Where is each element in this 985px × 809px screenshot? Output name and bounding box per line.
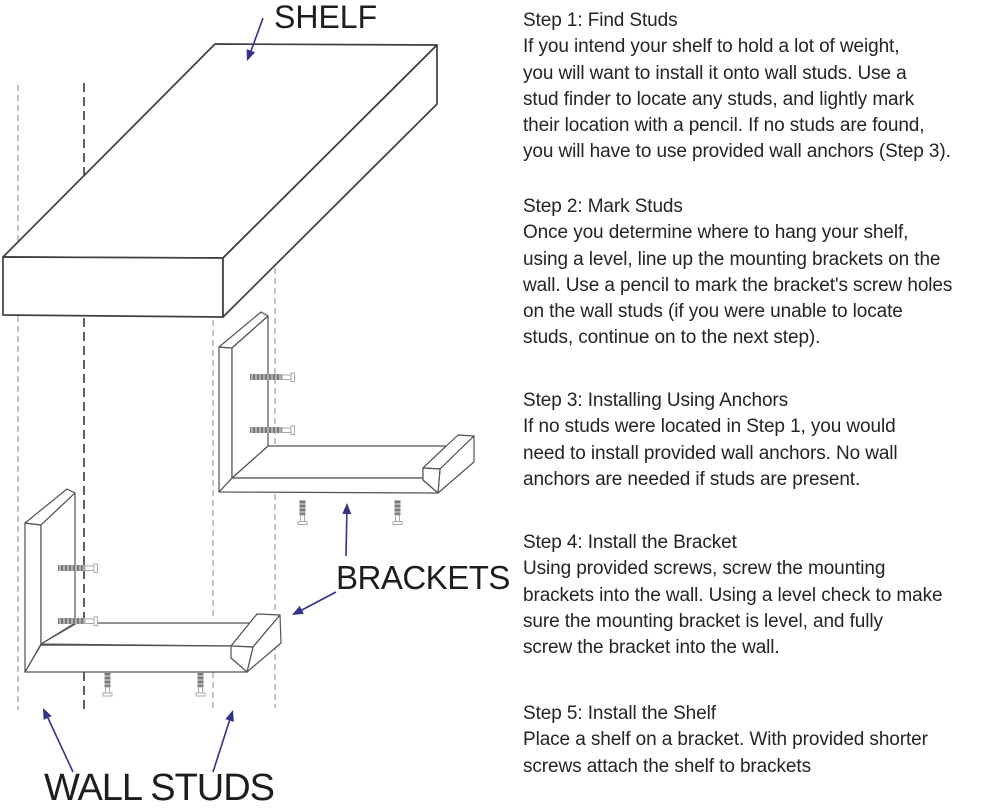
bracket-upper — [219, 312, 474, 493]
wall-studs-arrow-right — [213, 710, 234, 772]
step-5-title: Step 5: Install the Shelf — [523, 703, 716, 724]
shelf-3d — [3, 44, 437, 317]
step-1 — [523, 8, 985, 166]
step-2-line: Once you determine where to hang your shelf, — [523, 222, 909, 244]
step-1-line: their location with a pencil. If no studs are found, — [523, 115, 925, 137]
step-5 — [523, 701, 985, 780]
step-1-line: you will have to use provided wall anchors (Step 3). — [523, 141, 951, 163]
step-2-line: on the wall studs (if you were unable to locate — [523, 301, 903, 323]
step-1-line: If you intend your shelf to hold a lot of weight, — [523, 36, 900, 58]
screw-upper-vertical-2 — [393, 500, 402, 525]
screw-upper-vertical-1 — [298, 500, 307, 525]
step-2-line: wall. Use a pencil to mark the bracket's screw holes — [523, 274, 953, 296]
step-2 — [523, 194, 985, 352]
step-2-title: Step 2: Mark Studs — [523, 196, 683, 217]
step-2-line: studs, continue on to the next step). — [523, 327, 821, 349]
step-4-line: brackets into the wall. Using a level check to make — [523, 584, 943, 606]
wall-studs-label: WALL STUDS — [44, 767, 275, 809]
step-1-title: Step 1: Find Studs — [523, 10, 678, 31]
step-3-line: anchors are needed if studs are present. — [523, 468, 861, 490]
step-5-line: screws attach the shelf to brackets — [523, 755, 811, 777]
shelf-label: SHELF — [274, 0, 378, 35]
step-4-line: sure the mounting bracket is level, and fully — [523, 610, 883, 632]
step-1-line: stud finder to locate any studs, and lightly mark — [523, 88, 915, 110]
brackets-label: BRACKETS — [336, 559, 510, 596]
bracket-lower — [25, 489, 281, 672]
step-3-line: need to install provided wall anchors. No wall — [523, 442, 898, 464]
step-2-line: using a level, line up the mounting brackets on the — [523, 248, 941, 270]
brackets-arrow-down — [292, 592, 336, 615]
step-4-line: screw the bracket into the wall. — [523, 637, 780, 659]
screw-lower-vertical-2 — [196, 673, 205, 696]
wall-studs-arrow-left — [43, 708, 73, 772]
step-4-line: Using provided screws, screw the mounting — [523, 558, 886, 580]
step-5-line: Place a shelf on a bracket. With provided shorter — [523, 729, 928, 751]
step-4-title: Step 4: Install the Bracket — [523, 532, 737, 553]
step-3 — [523, 388, 985, 493]
brackets-arrow-up — [342, 503, 351, 556]
step-4 — [523, 530, 985, 661]
step-3-title: Step 3: Installing Using Anchors — [523, 390, 789, 411]
step-3-line: If no studs were located in Step 1, you would — [523, 416, 896, 438]
step-1-line: you will want to install it onto wall studs. Use a — [523, 62, 907, 84]
screw-lower-vertical-1 — [103, 673, 112, 696]
